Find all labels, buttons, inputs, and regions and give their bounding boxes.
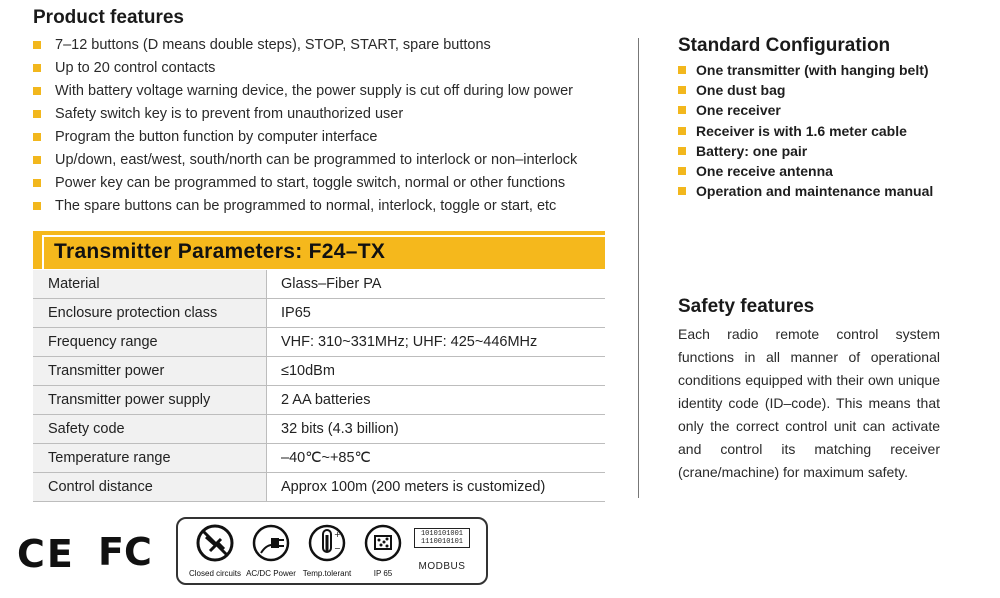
safety-features-body: Each radio remote control system functions in all manner of operational conditions equipped with their own unique identity code (ID–code). This means that only the correct control unit can activate and control its matching receiver (crane/machine) for maximum safety. <box>678 326 940 480</box>
param-key: Temperature range <box>33 444 267 473</box>
square-bullet-icon <box>33 202 41 210</box>
square-bullet-icon <box>678 147 686 155</box>
table-row <box>33 473 605 502</box>
table-row <box>33 299 605 328</box>
param-key: Enclosure protection class <box>33 299 267 328</box>
badge-ac-dc-power <box>244 523 298 579</box>
square-bullet-icon <box>33 87 41 95</box>
param-key: Safety code <box>33 415 267 444</box>
header-frame <box>42 235 605 269</box>
transmitter-parameters-title: Transmitter Parameters: F24–TX <box>54 240 386 263</box>
square-bullet-icon <box>678 167 686 175</box>
table-row <box>33 386 605 415</box>
badge-closed-circuits <box>188 523 242 579</box>
badge-temp-tolerant <box>300 523 354 579</box>
table-row <box>33 357 605 386</box>
modbus-binary-box: 1010101001 1110010101 <box>414 528 470 548</box>
feature-item: 7–12 buttons (D means double steps), STOP, START, spare buttons <box>33 35 613 58</box>
config-item: Operation and maintenance manual <box>678 182 998 202</box>
vertical-divider <box>638 38 639 498</box>
badge-ip65 <box>356 523 410 579</box>
square-bullet-icon <box>33 110 41 118</box>
param-value: 32 bits (4.3 billion) <box>267 415 606 444</box>
badge-label: AC/DC Power <box>246 569 296 578</box>
param-key: Transmitter power <box>33 357 267 386</box>
standard-configuration-title: Standard Configuration <box>678 35 891 56</box>
badge-label: Temp.tolerant <box>302 569 352 578</box>
square-bullet-icon <box>678 127 686 135</box>
svg-text:+: + <box>334 530 341 539</box>
feature-item: Up to 20 control contacts <box>33 58 613 81</box>
table-row <box>33 444 605 473</box>
param-key: Material <box>33 270 267 299</box>
square-bullet-icon <box>678 187 686 195</box>
param-value: Glass–Fiber PA <box>267 270 606 299</box>
config-item: Receiver is with 1.6 meter cable <box>678 122 998 142</box>
ip65-icon <box>356 523 410 567</box>
plug-icon <box>244 523 298 567</box>
square-bullet-icon <box>678 106 686 114</box>
thermometer-icon <box>300 523 354 567</box>
transmitter-parameters-table <box>33 270 605 502</box>
transmitter-parameters-header <box>33 231 605 269</box>
square-bullet-icon <box>33 64 41 72</box>
ce-mark-logo: CE <box>17 532 75 576</box>
square-bullet-icon <box>33 133 41 141</box>
standard-configuration-list <box>678 61 998 202</box>
square-bullet-icon <box>678 66 686 74</box>
param-value: IP65 <box>267 299 606 328</box>
product-features-title: Product features <box>33 7 184 28</box>
config-item: One receive antenna <box>678 162 998 182</box>
feature-item: The spare buttons can be programmed to normal, interlock, toggle or start, etc <box>33 196 613 219</box>
param-value: VHF: 310~331MHz; UHF: 425~446MHz <box>267 328 606 357</box>
svg-text:−: − <box>334 544 341 553</box>
badge-label: IP 65 <box>373 569 393 578</box>
param-value: Approx 100m (200 meters is customized) <box>267 473 606 502</box>
param-value: ≤10dBm <box>267 357 606 386</box>
config-item: Battery: one pair <box>678 142 998 162</box>
config-item: One dust bag <box>678 81 998 101</box>
square-bullet-icon <box>33 179 41 187</box>
config-item: One transmitter (with hanging belt) <box>678 61 998 81</box>
fcc-mark-logo: FC <box>98 530 152 574</box>
table-row <box>33 415 605 444</box>
feature-item: Power key can be programmed to start, toggle switch, normal or other functions <box>33 173 613 196</box>
config-item: One receiver <box>678 101 998 121</box>
square-bullet-icon <box>33 41 41 49</box>
feature-item: Safety switch key is to prevent from unauthorized user <box>33 104 613 127</box>
square-bullet-icon <box>33 156 41 164</box>
param-key: Transmitter power supply <box>33 386 267 415</box>
param-key: Frequency range <box>33 328 267 357</box>
table-row <box>33 328 605 357</box>
feature-badges-panel <box>176 517 488 585</box>
feature-item: With battery voltage warning device, the power supply is cut off during low power <box>33 81 613 104</box>
closed-circuits-icon <box>188 523 242 567</box>
safety-features-title: Safety features <box>678 296 815 317</box>
badge-label: Closed circuits <box>188 569 241 578</box>
param-value: –40℃~+85℃ <box>267 444 606 473</box>
param-value: 2 AA batteries <box>267 386 606 415</box>
table-row <box>33 270 605 299</box>
feature-item: Up/down, east/west, south/north can be programmed to interlock or non–interlock <box>33 150 613 173</box>
feature-item: Program the button function by computer interface <box>33 127 613 150</box>
param-key: Control distance <box>33 473 267 502</box>
modbus-label: MODBUS <box>418 561 466 572</box>
product-features-list <box>33 35 613 219</box>
square-bullet-icon <box>678 86 686 94</box>
